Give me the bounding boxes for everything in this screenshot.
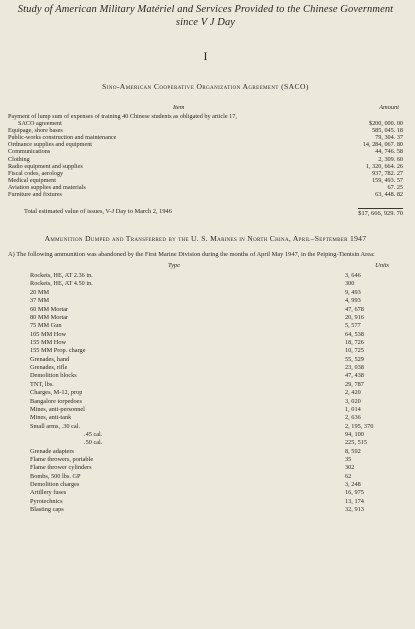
ammo-row-label: Rockets, HE, AT 4.50 in.	[30, 280, 93, 288]
ammo-row-value: 302	[345, 464, 355, 472]
ammo-row	[8, 414, 403, 422]
ammo-row	[8, 498, 403, 506]
ammo-row-value: 3, 020	[345, 397, 361, 405]
ammo-row	[8, 381, 403, 389]
ammo-row-value: 8, 592	[345, 447, 361, 455]
ammo-row-label: Rockets, HE, AT 2.36 in.	[30, 272, 93, 280]
ammo-row-value: 5, 577	[345, 322, 361, 330]
ammo-row	[8, 439, 403, 447]
ammo-row	[8, 364, 403, 372]
ammo-row-value: 2, 420	[345, 389, 361, 397]
ammo-paragraph	[8, 251, 403, 259]
ammo-row-label: Grenades, rifle	[30, 364, 68, 372]
ammo-row	[8, 372, 403, 380]
ammo-row-value: 2, 195, 370	[345, 422, 374, 430]
saco-row	[8, 120, 403, 127]
saco-total-row	[8, 208, 403, 217]
ammo-row	[8, 339, 403, 347]
ammo-row-label: .50 cal.	[84, 439, 103, 447]
ammo-row-value: 4, 993	[345, 297, 361, 305]
saco-row-label: Equipage, shore bases	[8, 127, 63, 135]
ammo-row	[8, 322, 403, 330]
saco-row-value: 67. 25	[387, 183, 403, 191]
ammo-row	[8, 398, 403, 406]
ammo-row-value: 10, 725	[345, 347, 364, 355]
ammo-row-value: 225, 515	[345, 439, 368, 447]
ammo-row	[8, 331, 403, 339]
saco-row-value: 1, 320, 664. 26	[365, 162, 403, 170]
saco-row-value: 79, 304. 37	[375, 134, 403, 142]
ammo-row	[8, 389, 403, 397]
ammo-row-value: 55, 529	[345, 355, 364, 363]
saco-row-label: Fiscal codes, aerology	[8, 169, 64, 177]
saco-total-label: Total estimated value of issues, V-J Day to March 2, 1946	[24, 208, 172, 216]
ammo-row	[8, 356, 403, 364]
saco-row	[8, 177, 403, 184]
saco-column-headers	[8, 104, 403, 111]
ammo-row-value: 13, 174	[345, 497, 364, 505]
ammo-row-label: Bombs, 500 lbs. GP	[30, 472, 81, 480]
ammo-row	[8, 347, 403, 355]
saco-row	[8, 127, 403, 134]
ammo-row-value: 16, 975	[345, 489, 364, 497]
ammo-column-headers	[8, 262, 403, 269]
ammo-row-label: Bangalore torpedoes	[30, 397, 82, 405]
ammo-row-label: Mines, anti-tank	[30, 414, 72, 422]
ammo-row	[8, 506, 403, 514]
saco-col-item: Item	[173, 104, 185, 111]
ammo-row-label: Pyrotechnics	[30, 497, 63, 505]
saco-row	[8, 134, 403, 141]
ammo-row-label: Grenades, hand	[30, 355, 70, 363]
ammo-row-value: 35	[345, 456, 352, 464]
saco-row	[8, 141, 403, 148]
saco-row-label: SACO agreement	[18, 120, 62, 128]
ammo-row-value: 1, 014	[345, 405, 361, 413]
saco-row-label: Clothing	[8, 155, 30, 163]
ammo-row	[8, 448, 403, 456]
saco-row-label: Ordnance supplies and equipment	[8, 141, 93, 149]
ammo-row-label: Demolition blocks	[30, 372, 77, 380]
ammo-row	[8, 297, 403, 305]
ammo-row-label: 75 MM Gun	[30, 322, 62, 330]
saco-row-value: 159, 493. 57	[372, 176, 403, 184]
ammo-row-label: 80 MM Mortar	[30, 313, 69, 321]
ammo-row-value: 300	[345, 280, 355, 288]
ammo-row	[8, 464, 403, 472]
document-title: Study of American Military Matériel and Services Provided to the Chinese Government since V J Day	[17, 4, 394, 28]
saco-row	[8, 184, 403, 191]
ammo-row-label: Mines, anti-personnel	[30, 405, 85, 413]
ammo-row	[8, 289, 403, 297]
ammo-row-value: 20, 916	[345, 313, 364, 321]
ammo-heading: Ammunition Dumped and Transferred by the U. S. Marines in North China, April–September 1947	[44, 234, 367, 244]
ammo-row	[8, 314, 403, 322]
ammo-row-label: TNT, lbs.	[30, 380, 54, 388]
saco-row-value: 585, 045. 18	[372, 127, 403, 135]
ammo-row-label: 60 MM Mortar	[30, 305, 69, 313]
ammo-row-value: 3, 646	[345, 272, 361, 280]
saco-row-value: $200, 000. 00	[368, 120, 403, 128]
ammo-row	[8, 280, 403, 288]
saco-row-value: 44, 746. 58	[375, 148, 403, 156]
saco-row-label: Medical equipment	[8, 176, 56, 184]
ammo-para-text: The following ammunition was abandoned by the First Marine Division during the months of April May 1947, in the Peiping-Tientsin Area:	[16, 251, 375, 259]
ammo-row-value: 47, 438	[345, 372, 364, 380]
ammo-row	[8, 423, 403, 431]
ammo-row-value: 23, 038	[345, 364, 364, 372]
saco-row-value: 14, 284, 067. 80	[362, 141, 403, 149]
ammo-row-label: Small arms, .30 cal.	[30, 422, 81, 430]
ammo-para-prefix: A)	[8, 251, 15, 259]
ammo-row-value: 18, 726	[345, 339, 364, 346]
saco-row	[8, 148, 403, 155]
ammo-row	[8, 456, 403, 464]
ammo-row-label: .45 cal.	[84, 430, 103, 438]
saco-heading: Sino-American Cooperative Organization Agreement (SACO)	[102, 82, 309, 91]
ammo-row-value: 64, 538	[345, 330, 364, 338]
saco-row-value: 2, 309. 60	[378, 155, 403, 163]
ammo-table	[8, 272, 403, 514]
ammo-row-value: 32, 913	[345, 506, 364, 514]
ammo-row-label: Flame thrower cylinders	[30, 464, 92, 472]
saco-row-label: Public-works construction and maintenance	[8, 134, 117, 142]
ammo-row	[8, 306, 403, 314]
ammo-row	[8, 431, 403, 439]
saco-row-value: 63, 448. 82	[375, 191, 403, 199]
ammo-row-label: Flame throwers, portable	[30, 456, 94, 464]
ammo-row-label: 20 MM	[30, 288, 50, 296]
ammo-row-label: Artillery fuses	[30, 489, 67, 497]
ammo-row	[8, 473, 403, 481]
saco-row	[8, 156, 403, 163]
ammo-row-label: 37 MM	[30, 297, 50, 305]
saco-row-value: 937, 782. 27	[372, 169, 403, 177]
ammo-col-type: Type	[168, 262, 180, 270]
ammo-col-units: Units	[375, 262, 389, 270]
ammo-row-label: Grenade adapters	[30, 447, 74, 455]
ammo-row-value: 29, 787	[345, 380, 364, 388]
saco-row	[8, 170, 403, 177]
ammo-row-label: 105 MM How	[30, 330, 67, 338]
saco-col-amount: Amount	[379, 104, 399, 111]
saco-row-label: Radio equipment and supplies	[8, 162, 83, 170]
saco-total-value: $17, 666, 929. 70	[358, 210, 403, 218]
ammo-row	[8, 272, 403, 280]
ammo-row-value: 9, 493	[345, 288, 361, 296]
ammo-row-value: 62	[345, 472, 352, 480]
saco-row-label: Furniture and fixtures	[8, 191, 62, 199]
ammo-row-label: 155 MM Prop. charge	[30, 347, 86, 355]
saco-row-label: Communications	[8, 148, 51, 156]
ammo-row-label: Charges, M-12, prop	[30, 389, 83, 397]
ammo-row	[8, 481, 403, 489]
ammo-row-label: Demolition charges	[30, 481, 80, 489]
ammo-row-label: Blasting caps	[30, 506, 64, 514]
saco-row	[8, 163, 403, 170]
ammo-row-label: 155 MM How	[30, 339, 67, 346]
saco-row	[8, 191, 403, 198]
ammo-row-value: 3, 248	[345, 481, 361, 489]
saco-row-label: Aviation supplies and materials	[8, 183, 86, 191]
ammo-row-value: 94, 100	[345, 430, 364, 438]
saco-row-label: Payment of lump sum of expenses of training 40 Chinese students as obligated by article 17,	[8, 113, 237, 120]
saco-row	[8, 113, 403, 120]
ammo-row	[8, 406, 403, 414]
saco-table	[8, 113, 403, 198]
ammo-row-value: 47, 678	[345, 305, 364, 313]
section-numeral: I	[203, 49, 208, 63]
ammo-row-value: 2, 636	[345, 414, 361, 422]
ammo-row	[8, 489, 403, 497]
